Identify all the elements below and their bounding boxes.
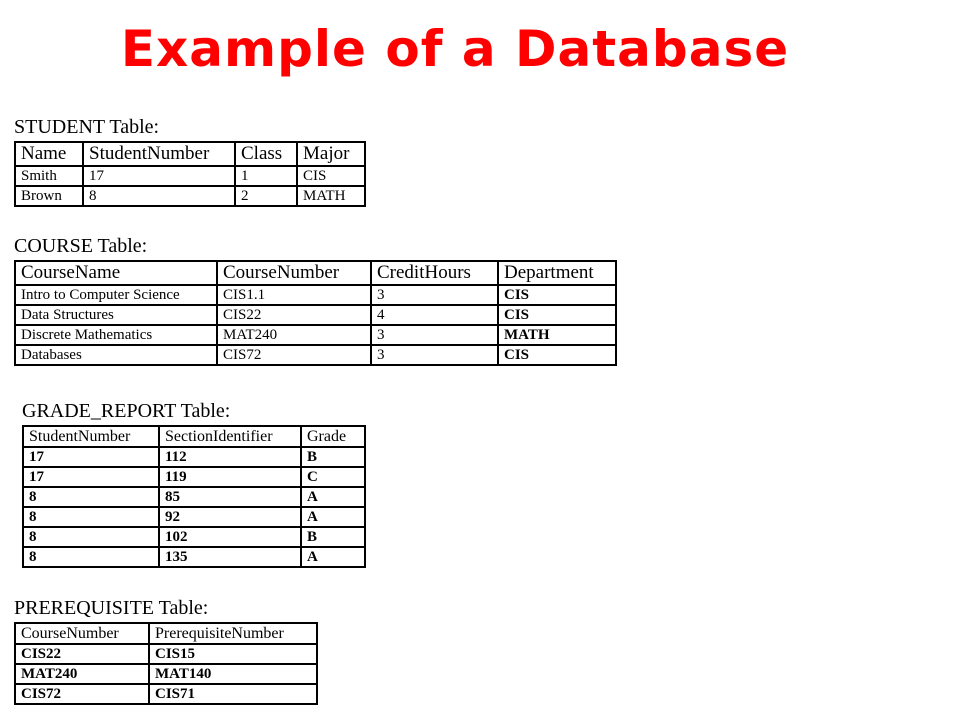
table-row bbox=[23, 487, 365, 507]
table-cell: 112 bbox=[159, 447, 301, 467]
table-row bbox=[15, 664, 317, 684]
table-cell: B bbox=[301, 527, 365, 547]
table-cell: 3 bbox=[371, 325, 498, 345]
table-cell: CIS22 bbox=[15, 644, 149, 664]
table-cell: 3 bbox=[371, 345, 498, 365]
table-row bbox=[23, 507, 365, 527]
table-row bbox=[23, 527, 365, 547]
table-header-row bbox=[15, 623, 317, 644]
table-cell: Brown bbox=[15, 186, 83, 206]
table-cell: MATH bbox=[498, 325, 616, 345]
column-header-prerequisite-number: PrerequisiteNumber bbox=[149, 623, 317, 644]
table-cell: 92 bbox=[159, 507, 301, 527]
column-header-department: Department bbox=[498, 261, 616, 285]
table-cell: 8 bbox=[83, 186, 235, 206]
table-cell: 8 bbox=[23, 487, 159, 507]
table-cell: Intro to Computer Science bbox=[15, 285, 217, 305]
table-row bbox=[15, 305, 616, 325]
table-cell: CIS bbox=[498, 345, 616, 365]
table-row bbox=[15, 186, 365, 206]
table-cell: CIS72 bbox=[217, 345, 371, 365]
course-table-block bbox=[14, 235, 617, 366]
slide-title: Example of a Database bbox=[120, 20, 790, 78]
table-cell: 17 bbox=[83, 166, 235, 186]
table-cell: CIS71 bbox=[149, 684, 317, 704]
table-cell: 119 bbox=[159, 467, 301, 487]
student-table-block bbox=[14, 116, 366, 207]
table-cell: 8 bbox=[23, 527, 159, 547]
grade-report-table-block bbox=[22, 400, 366, 568]
table-cell: 85 bbox=[159, 487, 301, 507]
table-cell: CIS1.1 bbox=[217, 285, 371, 305]
table-cell: Smith bbox=[15, 166, 83, 186]
table-cell: 8 bbox=[23, 507, 159, 527]
grade-report-table-caption: GRADE_REPORT Table: bbox=[22, 400, 231, 422]
table-cell: Data Structures bbox=[15, 305, 217, 325]
column-header-grade: Grade bbox=[301, 426, 365, 447]
column-header-class: Class bbox=[235, 142, 297, 166]
student-table bbox=[14, 141, 366, 207]
table-row bbox=[15, 166, 365, 186]
column-header-course-number: CourseNumber bbox=[15, 623, 149, 644]
column-header-name: Name bbox=[15, 142, 83, 166]
table-cell: Discrete Mathematics bbox=[15, 325, 217, 345]
table-cell: MAT140 bbox=[149, 664, 317, 684]
column-header-credit-hours: CreditHours bbox=[371, 261, 498, 285]
table-cell: MAT240 bbox=[217, 325, 371, 345]
table-cell: Databases bbox=[15, 345, 217, 365]
table-row bbox=[23, 547, 365, 567]
table-cell: B bbox=[301, 447, 365, 467]
table-cell: 3 bbox=[371, 285, 498, 305]
table-header-row bbox=[15, 142, 365, 166]
table-cell: 102 bbox=[159, 527, 301, 547]
column-header-course-name: CourseName bbox=[15, 261, 217, 285]
prerequisite-table-caption: PREREQUISITE Table: bbox=[14, 597, 209, 619]
column-header-student-number: StudentNumber bbox=[83, 142, 235, 166]
course-table bbox=[14, 260, 617, 366]
table-row bbox=[15, 285, 616, 305]
column-header-section-identifier: SectionIdentifier bbox=[159, 426, 301, 447]
table-row bbox=[15, 684, 317, 704]
prerequisite-table-block bbox=[14, 597, 318, 705]
column-header-course-number: CourseNumber bbox=[217, 261, 371, 285]
table-cell: CIS bbox=[297, 166, 365, 186]
table-cell: 1 bbox=[235, 166, 297, 186]
table-cell: CIS bbox=[498, 305, 616, 325]
table-row bbox=[15, 345, 616, 365]
table-row bbox=[15, 325, 616, 345]
table-cell: MATH bbox=[297, 186, 365, 206]
table-cell: 135 bbox=[159, 547, 301, 567]
table-cell: CIS bbox=[498, 285, 616, 305]
table-cell: A bbox=[301, 547, 365, 567]
student-table-caption: STUDENT Table: bbox=[14, 116, 160, 138]
column-header-student-number: StudentNumber bbox=[23, 426, 159, 447]
table-cell: 17 bbox=[23, 447, 159, 467]
table-cell: MAT240 bbox=[15, 664, 149, 684]
table-cell: 8 bbox=[23, 547, 159, 567]
grade-report-table bbox=[22, 425, 366, 568]
column-header-major: Major bbox=[297, 142, 365, 166]
table-row bbox=[23, 447, 365, 467]
table-cell: A bbox=[301, 487, 365, 507]
table-row bbox=[15, 644, 317, 664]
table-row bbox=[23, 467, 365, 487]
prerequisite-table bbox=[14, 622, 318, 705]
table-cell: 4 bbox=[371, 305, 498, 325]
table-header-row bbox=[15, 261, 616, 285]
table-cell: C bbox=[301, 467, 365, 487]
table-cell: CIS15 bbox=[149, 644, 317, 664]
table-cell: CIS72 bbox=[15, 684, 149, 704]
table-cell: CIS22 bbox=[217, 305, 371, 325]
table-header-row bbox=[23, 426, 365, 447]
table-cell: 2 bbox=[235, 186, 297, 206]
course-table-caption: COURSE Table: bbox=[14, 235, 148, 257]
table-cell: A bbox=[301, 507, 365, 527]
table-cell: 17 bbox=[23, 467, 159, 487]
